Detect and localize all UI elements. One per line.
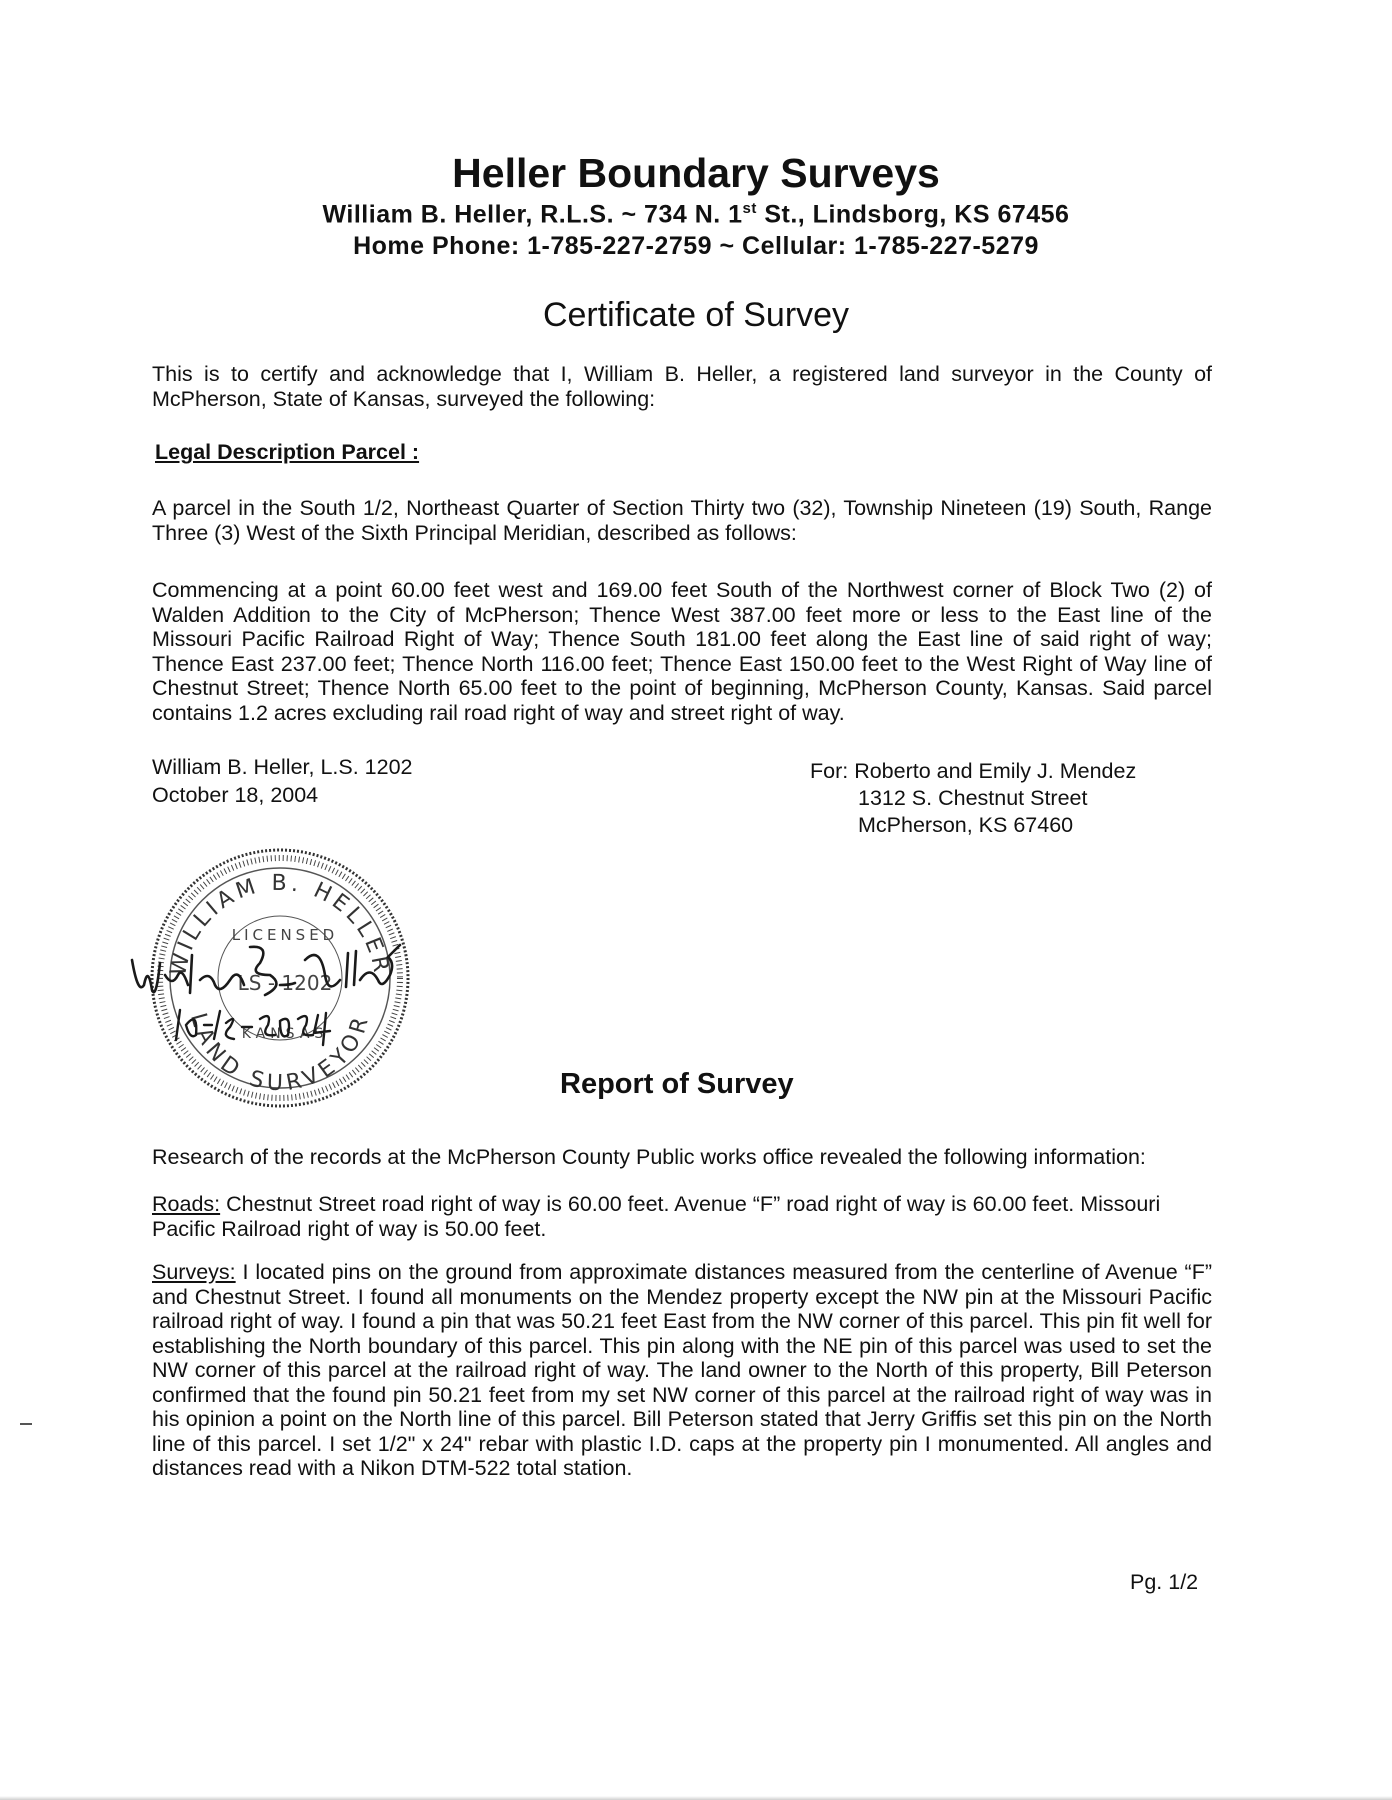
research-statement: Research of the records at the McPherson County Public works office revealed the following information: xyxy=(152,1145,1146,1169)
legal-description-heading: Legal Description Parcel : xyxy=(155,440,420,464)
roads-label: Roads: xyxy=(152,1192,221,1216)
address-superscript: st xyxy=(742,200,757,217)
client-city: McPherson, KS 67460 xyxy=(858,813,1074,837)
address-text-1: William B. Heller, R.L.S. ~ 734 N. 1 xyxy=(322,200,743,229)
client-street: 1312 S. Chestnut Street xyxy=(858,786,1088,810)
seal-state-text: KANSAS xyxy=(241,1026,329,1042)
certificate-title: Certificate of Survey xyxy=(542,296,850,334)
scan-bottom-edge xyxy=(0,1796,1392,1800)
roads-text: Chestnut Street road right of way is 60.00 feet. Avenue “F” road right of way is 60.00 feet. Missouri Pacific Railroad right of way is 50.00 feet. xyxy=(152,1192,1161,1241)
legal-description-parcel: A parcel in the South 1/2, Northeast Quarter of Section Thirty two (32), Township Nineteen (19) South, Range Three (3) West of the Sixth Principal Meridian, described as follows: xyxy=(152,496,1212,545)
scan-artifact-mark xyxy=(20,1423,32,1425)
report-title: Report of Survey xyxy=(560,1068,794,1100)
page-number: Pg. 1/2 xyxy=(1130,1570,1199,1594)
seal-licensed-text: LICENSED xyxy=(231,926,339,944)
legal-description-metes-bounds: Commencing at a point 60.00 feet west and 169.00 feet South of the Northwest corner of Block Two (2) of Walden Addition to the City of McPherson; Thence West 387.00 feet more or less to the East line of the Missouri Pacific Railroad Right of Way; Thence South 181.00 feet along the East line of said right of way; Thence East 237.00 feet; Thence North 116.00 feet; Thence East 150.00 feet to the West Right of Way line of Chestnut Street; Thence North 65.00 feet to the point of beginning, McPherson County, Kansas. Said parcel contains 1.2 acres excluding rail road right of way and street right of way. xyxy=(152,578,1212,725)
client-name: For: Roberto and Emily J. Mendez xyxy=(810,759,1137,783)
firm-name: Heller Boundary Surveys xyxy=(452,150,940,196)
surveyor-name: William B. Heller, L.S. 1202 xyxy=(152,755,413,779)
surveyor-seal-stamp xyxy=(120,835,435,1120)
seal-bottom-text: LAND SURVEYOR xyxy=(185,1010,375,1097)
surveys-paragraph xyxy=(152,1260,1212,1481)
roads-paragraph xyxy=(152,1192,1212,1241)
survey-date: October 18, 2004 xyxy=(152,783,319,807)
surveys-text: I located pins on the ground from approximate distances measured from the centerline of Avenue “F” and Chestnut Street. I found all monuments on the Mendez property except the NW pin at the Missouri Pacific railroad right of way. I found a pin that was 50.21 feet East from the NW corner of this parcel. This pin fit well for establishing the North boundary of this parcel. This pin along with the NE pin of this parcel was used to set the NW corner of this parcel at the railroad right of way. The land owner to the North of this property, Bill Peterson confirmed that the found pin 50.21 feet from my set NW corner of this parcel at the railroad right of way was in his opinion a point on the North line of this parcel. Bill Peterson stated that Jerry Griffis set this pin on the North line of this parcel. I set 1/2" x 24" rebar with plastic I.D. caps at the property pin I monumented. All angles and distances read with a Nikon DTM-522 total station. xyxy=(152,1260,1212,1480)
surveys-label: Surveys: xyxy=(152,1260,236,1284)
seal-top-text: WILLIAM B. HELLER xyxy=(165,870,394,979)
client-block xyxy=(810,758,1136,839)
seal-license-number: LS - 1202 xyxy=(237,971,333,995)
surveyor-signature-block xyxy=(152,753,413,809)
address-text-2: St., Lindsborg, KS 67456 xyxy=(756,200,1070,229)
certification-statement: This is to certify and acknowledge that I, William B. Heller, a registered land surveyor in the County of McPherson, State of Kansas, surveyed the following: xyxy=(152,362,1212,411)
surveyor-address-line xyxy=(0,200,1392,229)
phone-line: Home Phone: 1-785-227-2759 ~ Cellular: 1-785-227-5279 xyxy=(353,232,1039,260)
